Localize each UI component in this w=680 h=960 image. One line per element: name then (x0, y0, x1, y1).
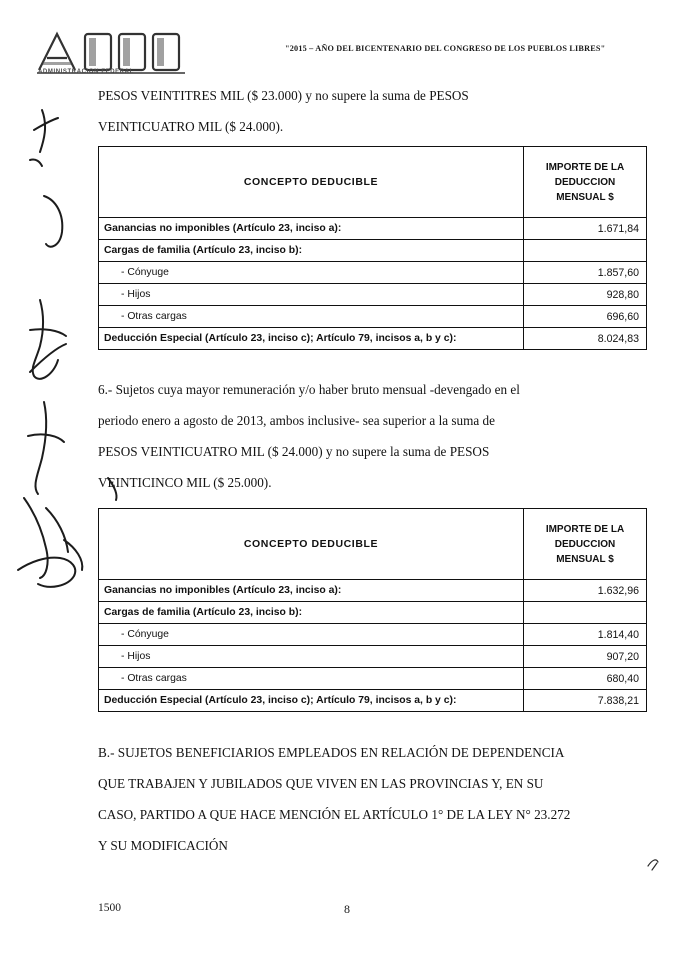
deduction-table-2 (98, 508, 647, 712)
table-row (99, 306, 647, 328)
paragraph-2-line-3 (98, 436, 658, 467)
p2-w10: de (433, 444, 447, 459)
p1-w9: suma (382, 88, 411, 103)
table-row (99, 284, 647, 306)
row-value: 680,40 (524, 668, 647, 690)
table-header-row (99, 147, 647, 218)
table-header-row (99, 509, 647, 580)
p1-w8: la (369, 88, 379, 103)
row-label: - Cónyuge (99, 624, 524, 646)
paragraph-2-line-1: 6.- Sujetos cuya mayor remuneración y/o haber bruto mensual -devengado en el (98, 382, 520, 397)
table-row (99, 580, 647, 602)
paragraph-3-line-3: CASO, PARTIDO A QUE HACE MENCIÓN EL ARTÍCULO 1° DE LA LEY N° 23.272 (98, 807, 571, 822)
row-value: 907,20 (524, 646, 647, 668)
row-value: 696,60 (524, 306, 647, 328)
header-amount-line-2: DEDUCCION (554, 176, 616, 188)
footer-left-number: 1500 (98, 902, 121, 914)
table-row (99, 602, 647, 624)
row-label: - Hijos (99, 284, 524, 306)
paragraph-2 (98, 374, 658, 498)
p2-w9: suma (402, 444, 431, 459)
paragraph-2-line-4: VEINTICINCO MIL ($ 25.000). (98, 475, 272, 490)
paragraph-3 (98, 737, 664, 861)
p2-w4: ($ 24.000) (267, 444, 323, 459)
header-amount-line-3: MENSUAL $ (556, 553, 614, 565)
paragraph-2-line-2: periodo enero a agosto de 2013, ambos inclusive- sea superior a la suma de (98, 413, 495, 428)
row-label: Cargas de familia (Artículo 23, inciso b): (99, 240, 524, 262)
header-concept: CONCEPTO DEDUCIBLE (99, 509, 524, 580)
header-amount-line-3: MENSUAL $ (556, 191, 614, 203)
page-header (0, 22, 680, 82)
p2-w7: supere (352, 444, 387, 459)
p2-w11: PESOS (449, 444, 490, 459)
header-amount-line-2: DEDUCCION (554, 538, 616, 550)
row-value (524, 240, 647, 262)
row-value: 1.671,84 (524, 218, 647, 240)
row-value: 1.632,96 (524, 580, 647, 602)
table-row (99, 218, 647, 240)
paragraph-1-line-1 (98, 80, 658, 111)
p2-w3: MIL (240, 444, 265, 459)
paragraph-1-line-2: VEINTICUATRO MIL ($ 24.000). (98, 119, 284, 134)
row-label: Deducción Especial (Artículo 23, inciso c); Artículo 79, incisos a, b y c): (99, 328, 524, 350)
header-amount-line-1: IMPORTE DE LA (545, 161, 625, 173)
row-label: Ganancias no imponibles (Artículo 23, inciso a): (99, 580, 524, 602)
p2-w8: la (389, 444, 400, 459)
footer-page-number: 8 (344, 902, 350, 916)
p2-w5: y (325, 444, 333, 459)
p1-w6: no (315, 88, 329, 103)
row-label: Cargas de familia (Artículo 23, inciso b): (99, 602, 524, 624)
header-amount (524, 147, 647, 218)
p1-w10: de (413, 88, 426, 103)
row-value (524, 602, 647, 624)
table-row (99, 624, 647, 646)
table-row (99, 240, 647, 262)
row-label: - Otras cargas (99, 668, 524, 690)
p1-w7: supere (331, 88, 367, 103)
row-value: 8.024,83 (524, 328, 647, 350)
agency-caption: ADMINISTRACION FEDERAL (38, 69, 134, 75)
p1-w2: VEINTITRES (140, 88, 217, 103)
p2-w1: PESOS (98, 444, 138, 459)
paragraph-3-line-1: B.- SUJETOS BENEFICIARIOS EMPLEADOS EN RELACIÓN DE DEPENDENCIA (98, 745, 565, 760)
paragraph-1 (98, 80, 658, 142)
row-label: Deducción Especial (Artículo 23, inciso c); Artículo 79, incisos a, b y c): (99, 690, 524, 712)
table-row (99, 262, 647, 284)
deduction-table-1 (98, 146, 647, 350)
paragraph-3-line-4: Y SU MODIFICACIÓN (98, 838, 228, 853)
row-value: 1.814,40 (524, 624, 647, 646)
table-row (99, 646, 647, 668)
p1-w11: PESOS (429, 88, 469, 103)
paragraph-3-line-2: QUE TRABAJEN Y JUBILADOS QUE VIVEN EN LAS PROVINCIAS Y, EN SU (98, 776, 544, 791)
p1-w4: ($ 23.000) (247, 88, 303, 103)
row-value: 1.857,60 (524, 262, 647, 284)
p1-w1: PESOS (98, 88, 138, 103)
header-amount-line-1: IMPORTE DE LA (545, 523, 625, 535)
header-amount (524, 509, 647, 580)
p1-w3: MIL (220, 88, 244, 103)
p2-w2: VEINTICUATRO (140, 444, 238, 459)
row-label: - Cónyuge (99, 262, 524, 284)
row-label: - Hijos (99, 646, 524, 668)
table-row (99, 690, 647, 712)
table-row (99, 328, 647, 350)
row-value: 928,80 (524, 284, 647, 306)
table-row (99, 668, 647, 690)
header-year-note: "2015 – AÑO DEL BICENTENARIO DEL CONGRESO DE LOS PUEBLOS LIBRES" (285, 44, 606, 53)
p2-w6: no (335, 444, 349, 459)
header-concept: CONCEPTO DEDUCIBLE (99, 147, 524, 218)
row-label: - Otras cargas (99, 306, 524, 328)
row-value: 7.838,21 (524, 690, 647, 712)
row-label: Ganancias no imponibles (Artículo 23, inciso a): (99, 218, 524, 240)
p1-w5: y (305, 88, 312, 103)
